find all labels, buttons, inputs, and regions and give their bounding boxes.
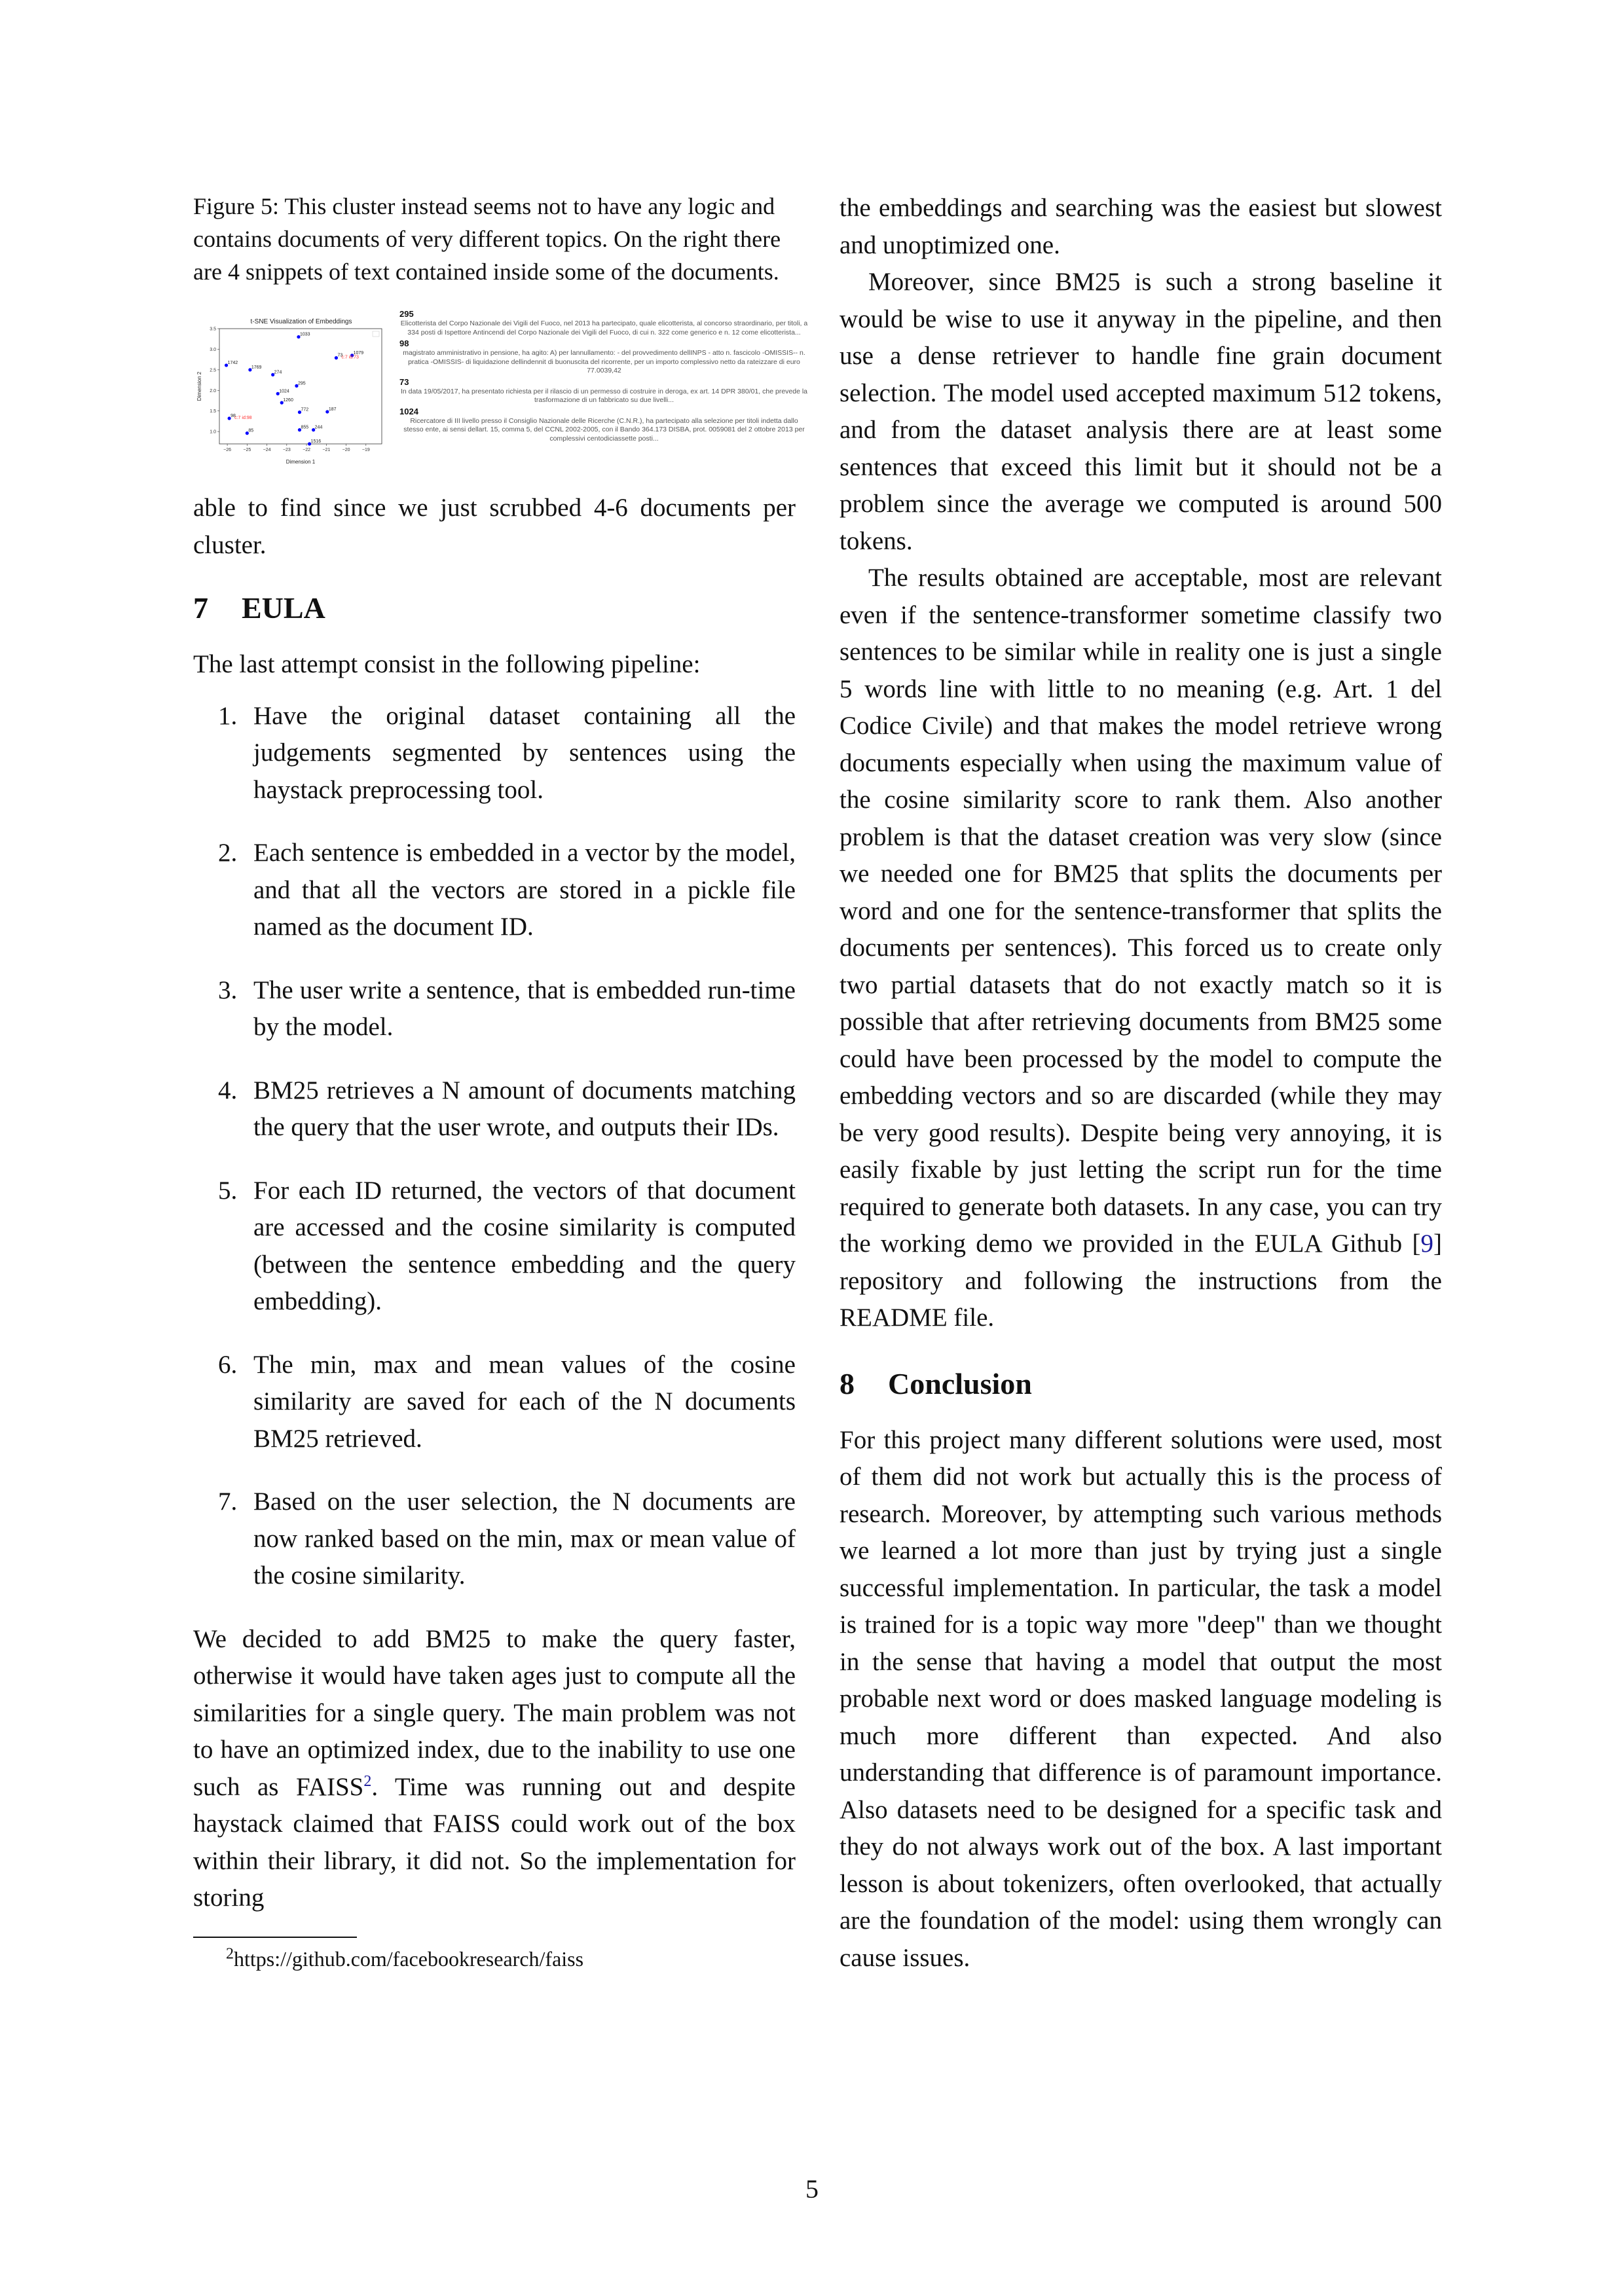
snippet-text: Elicotterista del Corpo Nazionale dei Vigili del Fuoco, nel 2013 ha partecipato, quale elicotterista, al concorso straordinario, per titoli, a 334 posti di Ispettore Antincendi del Corpo Nazionale dei Vigili del Fuoco, di cui n. 322 come generico e n. 12 come elicotterista... xyxy=(400,319,808,337)
snippet-text: magistrato amministrativo in pensione, ha agito: A) per lannullamento: - del provvedimento dellINPS - atto n. fascicolo -OMISSIS-- n. pratica -OMISSIS- di liquidazione dellindennit di buonuscita del ricorrente, per un importo complessivo netto da rateizzare di euro 77.0039,42 xyxy=(403,349,805,374)
svg-text:1.5: 1.5 xyxy=(210,409,216,414)
y-axis-label: Dimension 2 xyxy=(196,371,202,401)
svg-text:187: 187 xyxy=(328,407,337,412)
svg-text:1742: 1742 xyxy=(227,360,238,365)
footnote-divider xyxy=(193,1937,357,1938)
svg-text:1516: 1516 xyxy=(310,439,322,444)
snippet-id: 1024 xyxy=(399,406,418,416)
snippet xyxy=(399,338,809,376)
snippet-text: Ricercatore di III livello presso il Consiglio Nazionale delle Ricerche (C.N.R.), ha partecipato alla selezione per titoli indetta dallo stesso ente, ai sensi dellart. 15, comma 5, del CCNL 2002-2005, con il Bando 364.173 DISBA, prot. 0059081 del 2 ottobre 2013 per complessivi centodiciassette posti... xyxy=(403,416,805,443)
left-column xyxy=(193,190,808,1972)
paragraph: We decided to add BM25 to make the query faster, otherwise it would have taken ages just to compute all the similarities for a single query. The main problem was not to have an optimized index, due to the inability to use one such as FAISS$^2$. Time was running out and despite haystack claimed that FAISS could work out of the box within their library, it did not. So the implementation for storing xyxy=(193,1624,796,1912)
figure-5 xyxy=(193,308,809,465)
section-heading-8 xyxy=(840,1366,1442,1402)
svg-text:85: 85 xyxy=(248,428,254,433)
paragraph: The last attempt consist in the following pipeline: xyxy=(193,650,701,678)
paragraph: Moreover, since BM25 is such a strong baseline it would be wise to use it anyway in the pipeline, and then use a dense retriever to handle fine grain document selection. The model used accepted maximum 512 tokens, and from the dataset analysis there are at least some sentences that exceed this limit but it should not be a problem since the average we computed is around 500 tokens. xyxy=(840,268,1442,555)
list-item: 4. BM25 retrieves a N amount of documents matching the query that the user wrote, and outputs their IDs. xyxy=(218,1076,796,1141)
svg-text:1033: 1033 xyxy=(299,332,310,337)
list-item: 5. For each ID returned, the vectors of that document are accessed and the cosine similarity is computed (between the sentence embedding and the query embedding). xyxy=(218,1176,796,1315)
snippet-id: 98 xyxy=(399,338,409,348)
svg-text:2.5: 2.5 xyxy=(210,368,216,373)
svg-text:1769: 1769 xyxy=(251,365,262,370)
x-axis-label: Dimension 1 xyxy=(286,459,316,465)
snippet xyxy=(399,407,809,444)
legend-box xyxy=(373,331,379,337)
section-heading-7 xyxy=(193,590,796,627)
footnote: $^2$https://github.com/facebookresearch/faiss xyxy=(226,1944,584,1971)
svg-text:855: 855 xyxy=(301,425,309,430)
svg-text:1.0: 1.0 xyxy=(210,429,216,435)
figure-caption: Figure 5: This cluster instead seems not to have any logic and contains documents of very different topics. On the right there are 4 snippets of text contained inside some of the documents. xyxy=(193,193,781,285)
svg-text:−23: −23 xyxy=(282,448,291,452)
page-number: 5 xyxy=(805,2174,819,2204)
section-number: 7 xyxy=(193,591,208,625)
y-axis-ticks xyxy=(210,327,219,435)
paragraph: The results obtained are acceptable, most are relevant even if the sentence-transformer sometime classify two sentences to be similar while in reality one is just a single 5 words line with little to no meaning (e.g. Art. 1 del Codice Civile) and that makes the model retrieve wrong documents especially when using the maximum value of the cosine similarity score to rank them. Also another problem is that the dataset creation was very slow (since we needed one for BM25 that splits the documents per word and one for the sentence-transformer that splits the documents per sentences). This forced us to create only two partial datasets that do not exactly match so it is possible that after retrieving documents from BM25 some could have been processed by the model to compute the embedding vectors and so are discarded (while they may be very good results). Despite being very annoying, it is easily fixable by just letting the script run for the time required to generate both datasets. In any case, you can try the working demo we provided in the EULA Github [9] repository and following the instructions from the README file. xyxy=(840,564,1442,1332)
svg-text:2.0: 2.0 xyxy=(210,388,216,393)
footnote-url: https://github.com/facebookresearch/faiss xyxy=(234,1946,584,1971)
svg-text:274: 274 xyxy=(274,370,282,375)
snippet-text: In data 19/05/2017, ha presentato richiesta per il rilascio di un permesso di costruire in deroga, ex art. 14 DPR 380/01, che prevede la trasformazione di un fabbricato su due livelli... xyxy=(400,387,808,404)
snippet xyxy=(399,309,809,337)
svg-text:244: 244 xyxy=(314,425,323,430)
section-number: 8 xyxy=(840,1366,855,1400)
paragraph: the embeddings and searching was the easiest but slowest and unoptimized one. xyxy=(840,194,1442,259)
svg-text:−22: −22 xyxy=(303,448,311,452)
list-item: 7. Based on the user selection, the N documents are now ranked based on the min, max or mean value of the cosine similarity. xyxy=(218,1487,796,1590)
svg-text:3.5: 3.5 xyxy=(210,327,216,332)
svg-text:−21: −21 xyxy=(322,448,331,452)
svg-text:−26: −26 xyxy=(223,448,232,452)
svg-text:98: 98 xyxy=(231,414,236,419)
snippet xyxy=(399,377,809,405)
snippet-id: 295 xyxy=(399,309,414,319)
section-title: Conclusion xyxy=(888,1366,1032,1400)
x-axis-ticks xyxy=(223,444,370,452)
svg-text:295: 295 xyxy=(297,381,306,386)
paragraph: able to find since we just scrubbed 4-6 documents per cluster. xyxy=(193,494,796,559)
svg-text:73: 73 xyxy=(337,353,343,358)
citation-link[interactable]: 9 xyxy=(1420,1230,1433,1258)
list-item: 6. The min, max and mean values of the cosine similarity are saved for each of the N documents BM25 retrieved. xyxy=(218,1350,796,1453)
paragraph: For this project many different solutions were used, most of them did not work but actually this is the process of research. Moreover, by attempting such various methods we learned a lot more than just by trying just a single successful implementation. In particular, the task a model is trained for is a topic way more "deep" than we thought in the sense that having a model that output the most probable next word or does masked language modeling is much more different than expected. And also understanding that difference is of paramount importance. Also datasets need to be designed for a specific task and they do not always work out of the box. A last important lesson is about tokenizers, often overlooked, that actually are the foundation of the model: using them wrongly can cause issues. xyxy=(840,1425,1442,1972)
list-item: 3. The user write a sentence, that is embedded run-time by the model. xyxy=(218,975,796,1041)
svg-text:c:7 id:73: c:7 id:73 xyxy=(341,355,359,360)
chart-title: t-SNE Visualization of Embeddings xyxy=(250,318,352,325)
snippet-id: 73 xyxy=(399,376,409,387)
svg-text:−19: −19 xyxy=(361,448,370,452)
footnote-ref-link[interactable]: 2 xyxy=(363,1772,372,1790)
svg-text:1024: 1024 xyxy=(279,389,289,394)
svg-text:c:7 id:98: c:7 id:98 xyxy=(234,416,252,421)
svg-text:772: 772 xyxy=(301,407,309,412)
tsne-scatter-plot xyxy=(193,314,390,465)
snippet-list xyxy=(399,308,809,443)
svg-text:−25: −25 xyxy=(243,448,251,452)
right-column xyxy=(840,190,1442,1977)
svg-text:1079: 1079 xyxy=(353,350,364,355)
svg-text:3.0: 3.0 xyxy=(210,347,216,352)
pipeline-steps-list xyxy=(193,698,796,1595)
svg-text:−20: −20 xyxy=(342,448,350,452)
list-item: 1. Have the original dataset containing all the judgements segmented by sentences using the haystack preprocessing tool. xyxy=(218,701,796,804)
list-item: 2. Each sentence is embedded in a vector by the model, and that all the vectors are stored in a pickle file named as the document ID. xyxy=(218,839,796,941)
svg-text:−24: −24 xyxy=(263,448,271,452)
section-title: EULA xyxy=(242,591,325,625)
svg-text:1260: 1260 xyxy=(283,398,293,403)
